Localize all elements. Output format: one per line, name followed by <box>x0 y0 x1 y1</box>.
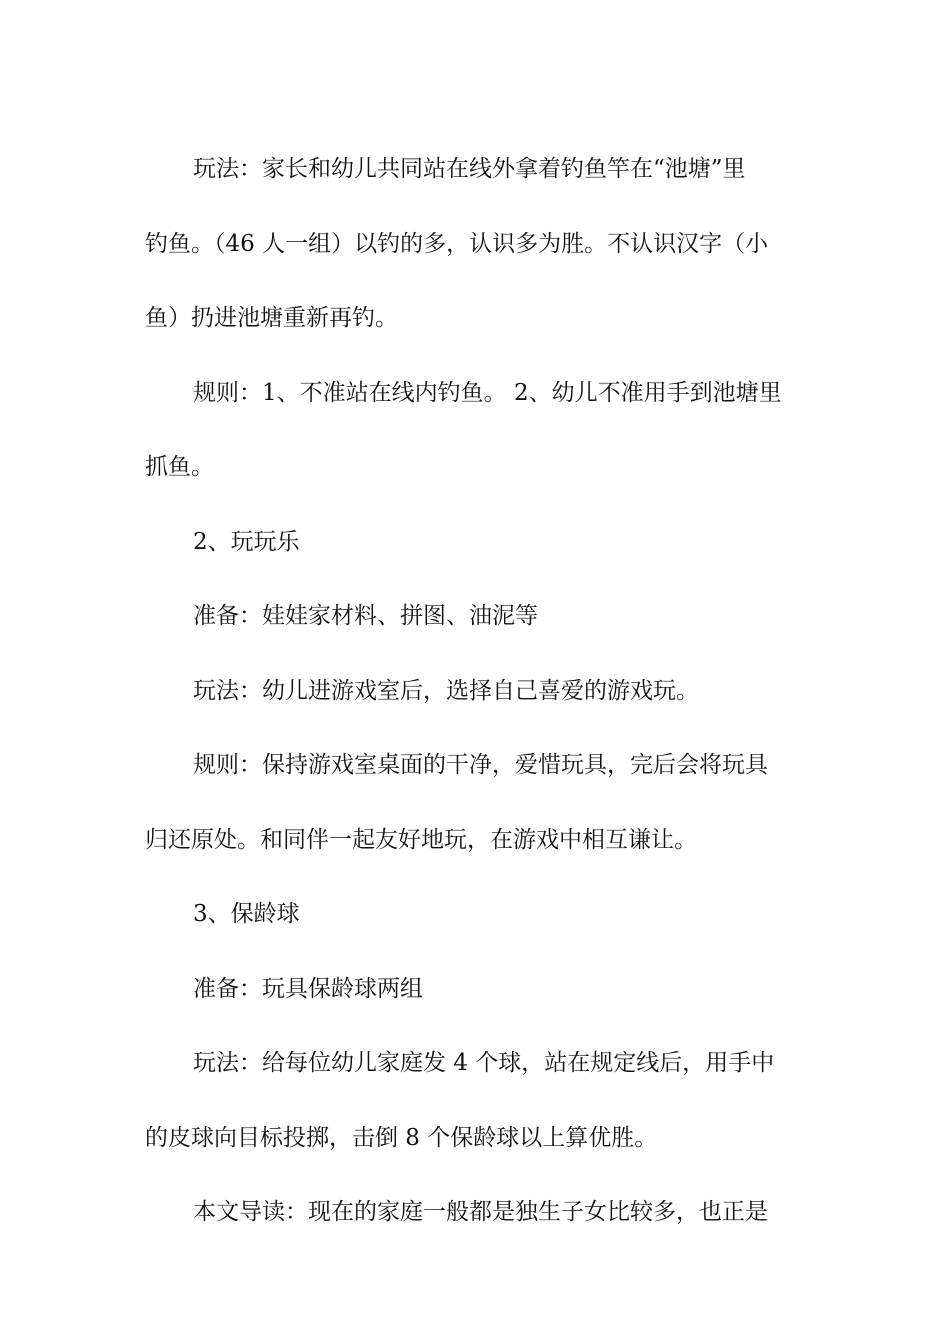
text-line: 鱼）扔进池塘重新再钓。 <box>145 305 398 331</box>
text-line: 抓鱼。 <box>145 454 214 480</box>
text-line: 本文导读：现在的家庭一般都是独生子女比较多，也正是 <box>193 1199 768 1225</box>
document-body <box>145 132 810 1250</box>
text-line: 准备：娃娃家材料、拼图、油泥等 <box>193 603 538 629</box>
text-line: 的皮球向目标投掷，击倒 8 个保龄球以上算优胜。 <box>145 1124 658 1151</box>
text-line: 玩法：家长和幼儿共同站在线外拿着钓鱼竿在“池塘”里 <box>193 156 746 182</box>
text-line: 钓鱼。（46 人一组）以钓的多，认识多为胜。不认识汉字（小 <box>145 230 769 257</box>
text-line: 规则：1、不准站在线内钓鱼。 2、幼儿不准用手到池塘里 <box>193 379 782 406</box>
section-heading: 3、保龄球 <box>193 901 300 927</box>
text-line: 规则：保持游戏室桌面的干净，爱惜玩具，完后会将玩具 <box>193 752 768 778</box>
text-line: 归还原处。和同伴一起友好地玩，在游戏中相互谦让。 <box>145 826 697 853</box>
text-line: 玩法：给每位幼儿家庭发 4 个球，站在规定线后，用手中 <box>193 1050 775 1076</box>
text-line: 准备：玩具保龄球两组 <box>193 975 423 1002</box>
text-line: 玩法：幼儿进游戏室后，选择自己喜爱的游戏玩。 <box>193 677 699 704</box>
section-heading: 2、玩玩乐 <box>193 528 300 555</box>
